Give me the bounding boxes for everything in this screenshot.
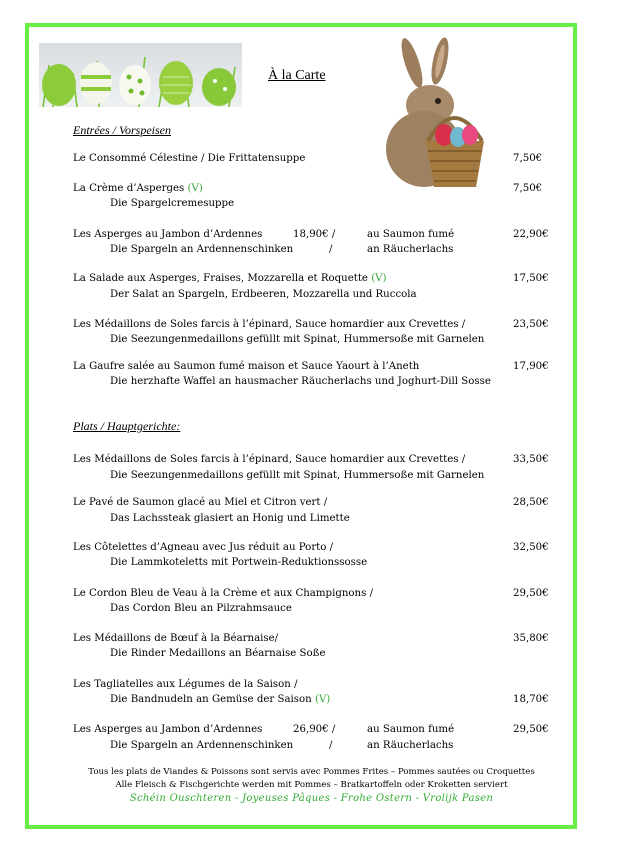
item-name-fr: Les Côtelettes d’Agneau avec Jus réduit au Porto / bbox=[73, 542, 334, 553]
item-name-de: Das Lachssteak glasiert an Honig und Limette bbox=[110, 513, 350, 524]
item-price: 32,50€ bbox=[513, 542, 549, 553]
item-price: 17,50€ bbox=[513, 273, 549, 284]
item-alt-de: an Räucherlachs bbox=[367, 244, 454, 255]
item-name-de: Die Bandnudeln an Gemüse der Saison bbox=[110, 694, 315, 705]
item-alt-fr: au Saumon fumé bbox=[367, 229, 455, 240]
item-name-fr: Les Asperges au Jambon d’Ardennes bbox=[73, 724, 263, 735]
item-name-de: Die Spargeln an Ardennenschinken bbox=[110, 244, 294, 255]
item-name-fr: Le Pavé de Saumon glacé au Miel et Citron vert / bbox=[73, 497, 328, 508]
item-name-fr: La Gaufre salée au Saumon fumé maison et Sauce Yaourt à l’Aneth bbox=[73, 361, 420, 372]
easter-greeting: Schéin Ouschteren - Joyeuses Pâques - Frohe Ostern - Vrolijk Pasen bbox=[129, 793, 494, 804]
item-price: 7,50€ bbox=[513, 183, 543, 194]
item-name-de: Das Cordon Bleu an Pilzrahmsauce bbox=[110, 603, 292, 614]
item-name-fr: La Crème d’Asperges bbox=[73, 183, 188, 194]
vegetarian-badge: (V) bbox=[314, 694, 331, 705]
page-title: À la Carte bbox=[268, 68, 326, 83]
item-name-fr: Le Consommé Célestine / Die Frittatensuppe bbox=[73, 153, 306, 164]
egg-striped bbox=[80, 62, 112, 104]
item-name-de: Die Seezungenmedaillons gefüllt mit Spinat, Hummersoße mit Garnelen bbox=[110, 470, 485, 481]
footnote-de: Alle Fleisch & Fischgerichte werden mit Pommes – Bratkartoffeln oder Kroketten serviert bbox=[115, 780, 508, 790]
item-price: 35,80€ bbox=[513, 633, 549, 644]
section-title-plats: Plats / Hauptgerichte: bbox=[73, 419, 181, 433]
footnote-fr: Tous les plats de Viandes & Poissons sont servis avec Pommes Frites – Pommes sautées ou Croquettes bbox=[88, 767, 535, 777]
item-price: 28,50€ bbox=[513, 497, 549, 508]
item-price: 33,50€ bbox=[513, 454, 549, 465]
item-alt-fr: au Saumon fumé bbox=[367, 724, 455, 735]
item-separator: / bbox=[329, 244, 333, 255]
item-name-de: Die Spargelcremesuppe bbox=[110, 198, 235, 209]
item-name-fr: Les Tagliatelles aux Légumes de la Saison / bbox=[73, 679, 298, 690]
section-title-entrees: Entrées / Vorspeisen bbox=[73, 123, 171, 137]
item-name-fr: Les Médaillons de Soles farcis à l’épinard, Sauce homardier aux Crevettes / bbox=[73, 319, 466, 330]
item-alt-de: an Räucherlachs bbox=[367, 740, 454, 751]
vegetarian-badge: (V) bbox=[371, 273, 387, 284]
item-name-fr: La Salade aux Asperges, Fraises, Mozzarella et Roquette bbox=[73, 273, 372, 284]
item-name-de: Der Salat an Spargeln, Erdbeeren, Mozzarella und Ruccola bbox=[110, 289, 417, 300]
egg-dotted bbox=[119, 65, 151, 105]
egg-green-3 bbox=[202, 68, 236, 106]
item-name-fr: Le Cordon Bleu de Veau à la Crème et aux Champignons / bbox=[73, 588, 373, 599]
item-name-fr: Les Médaillons de Bœuf à la Béarnaise/ bbox=[73, 633, 279, 644]
item-inline-price: 26,90€ / bbox=[293, 724, 336, 735]
item-name-de: Die herzhafte Waffel an hausmacher Räucherlachs und Joghurt-Dill Sosse bbox=[110, 376, 491, 387]
egg-green-2 bbox=[159, 61, 193, 105]
item-price: 22,90€ bbox=[513, 229, 549, 240]
item-name-de: Die Seezungenmedaillons gefüllt mit Spinat, Hummersoße mit Garnelen bbox=[110, 334, 485, 345]
easter-bunny-illustration bbox=[380, 37, 494, 189]
item-separator: / bbox=[329, 740, 333, 751]
item-name-fr: Les Asperges au Jambon d’Ardennes bbox=[73, 229, 263, 240]
item-name-de: Die Spargeln an Ardennenschinken bbox=[110, 740, 294, 751]
item-name-de: Die Lammkoteletts mit Portwein-Reduktionssosse bbox=[110, 557, 368, 568]
item-price: 17,90€ bbox=[513, 361, 549, 372]
item-price: 29,50€ bbox=[513, 588, 549, 599]
item-price: 23,50€ bbox=[513, 319, 549, 330]
item-price: 18,70€ bbox=[513, 694, 549, 705]
item-inline-price: 18,90€ / bbox=[293, 229, 336, 240]
easter-eggs-banner bbox=[39, 43, 242, 107]
item-name-de: Die Rinder Medaillons an Béarnaise Soße bbox=[110, 648, 326, 659]
item-price: 7,50€ bbox=[513, 153, 543, 164]
item-name-fr: Les Médaillons de Soles farcis à l’épinard, Sauce homardier aux Crevettes / bbox=[73, 454, 466, 465]
egg-green bbox=[42, 64, 76, 106]
vegetarian-badge: (V) bbox=[187, 183, 203, 194]
item-price: 29,50€ bbox=[513, 724, 549, 735]
